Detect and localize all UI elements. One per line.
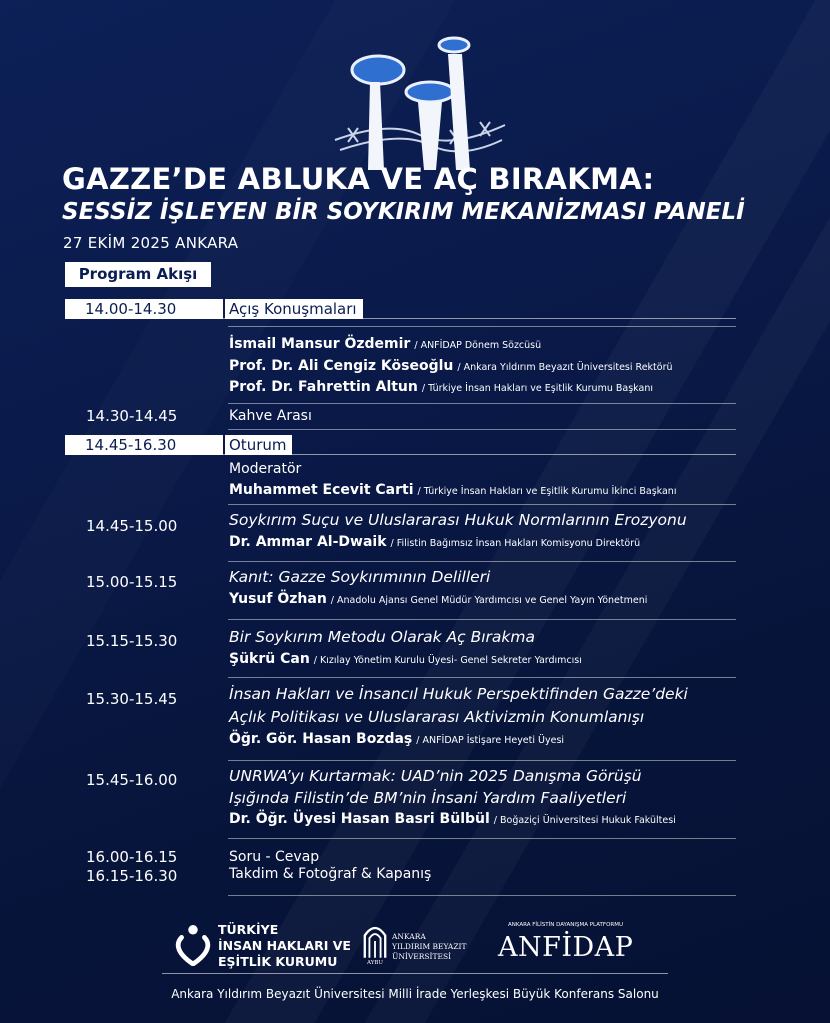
closing-time: 16.15-16.30 — [86, 867, 178, 885]
divider — [228, 677, 736, 678]
talk-time: 15.30-15.45 — [86, 690, 178, 708]
arch-emblem-icon — [362, 922, 388, 960]
talk-title: Kanıt: Gazze Soykırımının Delilleri — [229, 568, 491, 586]
talk-time: 15.45-16.00 — [86, 771, 178, 789]
talk-time: 15.15-15.30 — [86, 632, 178, 650]
heart-figure-icon — [174, 924, 212, 966]
raised-hands-with-bowls-icon — [330, 30, 510, 170]
break-title: Kahve Arası — [229, 408, 312, 424]
talk-title: Açlık Politikası ve Uluslararası Aktivizmin Konumlanışı — [229, 708, 645, 726]
anfidap-logo — [494, 922, 644, 972]
break-time: 14.30-14.45 — [86, 407, 178, 425]
tihek-line3: EŞİTLİK KURUMU — [218, 954, 338, 969]
closing-title: Soru - Cevap — [229, 849, 320, 865]
footer-divider — [162, 973, 668, 974]
divider — [65, 454, 736, 455]
moderator-label: Moderatör — [229, 461, 302, 477]
divider — [228, 326, 736, 327]
divider — [65, 318, 736, 319]
opening-title: Açış Konuşmaları — [225, 299, 363, 319]
talk-speaker: Öğr. Gör. Hasan Bozdaş / ANFİDAP İstişare Heyeti Üyesi — [229, 731, 565, 747]
speaker-line: Prof. Dr. Fahrettin Altun / Türkiye İnsan Hakları ve Eşitlik Kurumu Başkanı — [229, 379, 653, 395]
event-subtitle: SESSİZ İŞLEYEN BİR SOYKIRIM MEKANİZMASI PANELİ — [62, 199, 745, 225]
anfidap-name: ANFİDAP — [498, 932, 634, 963]
talk-speaker: Dr. Ammar Al-Dwaik / Filistin Bağımsız İnsan Hakları Komisyonu Direktörü — [229, 534, 641, 550]
program-label: Program Akışı — [65, 262, 211, 287]
tihek-line1: TÜRKİYE — [218, 922, 279, 937]
aybu-line2: YILDIRIM BEYAZIT — [392, 942, 467, 951]
opening-time: 14.00-14.30 — [65, 299, 223, 319]
talk-speaker: Yusuf Özhan / Anadolu Ajansı Genel Müdür Yardımcısı ve Genel Yayın Yönetmeni — [229, 591, 648, 607]
aybu-logo — [362, 922, 482, 972]
session-time: 14.45-16.30 — [65, 435, 223, 455]
closing-time: 16.00-16.15 — [86, 848, 178, 866]
talk-time: 15.00-15.15 — [86, 573, 178, 591]
talk-title: Işığında Filistin’de BM’nin İnsani Yardım Faaliyetleri — [229, 789, 627, 807]
aybu-mark: AYBU — [366, 960, 384, 966]
aybu-line1: ANKARA — [392, 932, 426, 941]
divider — [228, 760, 736, 761]
talk-title: UNRWA’yı Kurtarmak: UAD’nin 2025 Danışma Görüşü — [229, 767, 642, 785]
closing-title: Takdim & Fotoğraf & Kapanış — [229, 866, 432, 882]
moderator-line: Muhammet Ecevit Carti / Türkiye İnsan Hakları ve Eşitlik Kurumu İkinci Başkanı — [229, 482, 677, 498]
event-title: GAZZE’DE ABLUKA VE AÇ BIRAKMA: — [62, 162, 655, 196]
venue-text: Ankara Yıldırım Beyazıt Üniversitesi Milli İrade Yerleşkesi Büyük Konferans Salonu — [171, 987, 659, 1001]
divider — [228, 619, 736, 620]
talk-title: İnsan Hakları ve İnsancıl Hukuk Perspektifinden Gazze’deki — [229, 685, 688, 703]
talk-speaker: Şükrü Can / Kızılay Yönetim Kurulu Üyesi- Genel Sekreter Yardımcısı — [229, 651, 582, 667]
talk-time: 14.45-15.00 — [86, 517, 178, 535]
divider — [228, 895, 736, 896]
talk-speaker: Dr. Öğr. Üyesi Hasan Basri Bülbül / Boğaziçi Üniversitesi Hukuk Fakültesi — [229, 811, 676, 827]
divider — [228, 403, 736, 404]
divider — [228, 504, 736, 505]
divider — [228, 429, 736, 430]
divider — [228, 838, 736, 839]
anfidap-tagline: ANKARA FİLİSTİN DAYANIŞMA PLATFORMU — [508, 922, 624, 928]
speaker-line: Prof. Dr. Ali Cengiz Köseoğlu / Ankara Yıldırım Beyazıt Üniversitesi Rektörü — [229, 358, 673, 374]
aybu-line3: ÜNİVERSİTESİ — [392, 952, 452, 961]
session-title: Oturum — [225, 435, 292, 455]
speaker-line: İsmail Mansur Özdemir / ANFİDAP Dönem Sözcüsü — [229, 336, 542, 352]
divider — [228, 561, 736, 562]
event-date: 27 EKİM 2025 ANKARA — [63, 234, 239, 252]
talk-title: Bir Soykırım Metodu Olarak Aç Bırakma — [229, 628, 535, 646]
talk-title: Soykırım Suçu ve Uluslararası Hukuk Normlarının Erozyonu — [229, 511, 687, 529]
tihek-line2: İNSAN HAKLARI VE — [218, 938, 351, 953]
sponsor-logos — [0, 918, 830, 978]
tihek-logo — [174, 922, 351, 972]
